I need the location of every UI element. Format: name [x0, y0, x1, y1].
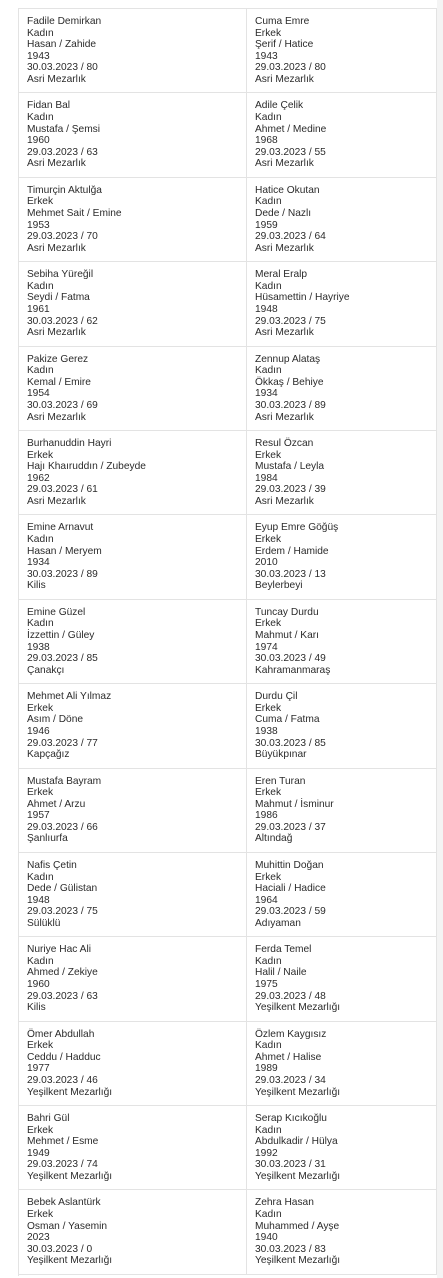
record-cell: [247, 853, 437, 937]
record-date-age: 30.03.2023 / 31: [255, 1159, 326, 1171]
record-name: Ömer Abdullah: [27, 1028, 95, 1040]
record-cell: [247, 684, 437, 768]
record-name: Mustafa Bayram: [27, 775, 102, 787]
record-name: Özlem Kaygısız: [255, 1028, 327, 1040]
record-date-age: 30.03.2023 / 49: [255, 653, 326, 665]
record-gender: Kadın: [27, 111, 54, 123]
record-parents: Mahmut / Karı: [255, 629, 319, 641]
record-gender: Kadın: [27, 871, 54, 883]
record-birth-year: 1989: [255, 1063, 278, 1075]
record-birth-year: 1968: [255, 135, 278, 147]
record-birth-year: 1961: [27, 303, 50, 315]
record-cell: [247, 431, 437, 515]
record-date-age: 29.03.2023 / 46: [27, 1075, 98, 1087]
record-parents: Mahmut / İsminur: [255, 798, 334, 810]
record-gender: Kadın: [27, 280, 54, 292]
record-burial-place: Asri Mezarlık: [27, 73, 86, 85]
record-date-age: 29.03.2023 / 37: [255, 821, 326, 833]
record-gender: Kadın: [255, 111, 282, 123]
record-burial-place: Asri Mezarlık: [255, 495, 314, 507]
record-name: Muhittin Doğan: [255, 859, 324, 871]
record-date-age: 30.03.2023 / 62: [27, 315, 98, 327]
record-gender: Erkek: [27, 1124, 54, 1136]
record-burial-place: Asri Mezarlık: [255, 73, 314, 85]
record-date-age: 30.03.2023 / 80: [27, 62, 98, 74]
record-name: Zennup Alataş: [255, 353, 321, 365]
record-name: Fadile Demirkan: [27, 16, 102, 27]
record-parents: Dede / Nazlı: [255, 207, 312, 219]
record-date-age: 30.03.2023 / 85: [255, 737, 326, 749]
record-date-age: 29.03.2023 / 55: [255, 146, 326, 158]
record-parents: Dede / Gülistan: [27, 883, 98, 895]
record-burial-place: Asri Mezarlık: [27, 495, 86, 507]
record-parents: Kemal / Emire: [27, 376, 91, 388]
record-birth-year: 1959: [255, 219, 278, 231]
record-date-age: 29.03.2023 / 80: [255, 62, 326, 74]
record-burial-place: Kahramanmaraş: [255, 664, 331, 676]
record-cell: [247, 600, 437, 684]
record-parents: İzzettin / Güley: [27, 629, 95, 641]
record-name: Eren Turan: [255, 775, 306, 787]
record-gender: Kadın: [255, 196, 282, 208]
record-name: Durdu Çil: [255, 691, 298, 703]
record-name: Adile Çelik: [255, 100, 304, 112]
record-birth-year: 1946: [27, 725, 50, 737]
record-gender: Erkek: [27, 1209, 54, 1221]
record-birth-year: 1934: [255, 388, 278, 400]
record-burial-place: Yeşilkent Mezarlığı: [27, 1171, 113, 1183]
record-cell: [19, 93, 247, 177]
record-burial-place: Asri Mezarlık: [27, 242, 86, 254]
record-parents: Halil / Naile: [255, 967, 307, 979]
record-burial-place: Asri Mezarlık: [255, 327, 314, 339]
record-birth-year: 1957: [27, 810, 50, 822]
record-cell: [19, 515, 247, 599]
record-birth-year: 1953: [27, 219, 50, 231]
record-parents: Cuma / Fatma: [255, 714, 320, 726]
record-burial-place: Asri Mezarlık: [27, 411, 86, 423]
record-gender: Erkek: [255, 787, 282, 799]
record-name: Emine Güzel: [27, 606, 86, 618]
record-gender: Erkek: [255, 27, 282, 39]
record-parents: Şerif / Hatice: [255, 39, 314, 51]
record-birth-year: 1938: [255, 725, 278, 737]
record-birth-year: 2010: [255, 557, 278, 569]
record-birth-year: 1949: [27, 1147, 50, 1159]
record-burial-place: Adıyaman: [255, 917, 301, 929]
record-birth-year: 1986: [255, 810, 278, 822]
record-parents: Hasan / Zahide: [27, 39, 97, 51]
record-name: Serap Kıcıkoğlu: [255, 1113, 327, 1125]
record-parents: Mustafa / Şemsi: [27, 123, 101, 135]
record-gender: Kadın: [255, 1209, 282, 1221]
page-edge: [437, 0, 443, 1278]
record-parents: Hajı Khaıruddın / Zubeyde: [27, 461, 146, 473]
record-cell: [247, 178, 437, 262]
record-parents: Muhammed / Ayşe: [255, 1220, 340, 1232]
record-burial-place: Çanakçı: [27, 664, 65, 676]
record-parents: Mustafa / Leyla: [255, 461, 325, 473]
record-parents: Hüsamettin / Hayriye: [255, 292, 350, 304]
record-birth-year: 1960: [27, 979, 50, 991]
record-parents: Erdem / Hamide: [255, 545, 329, 557]
record-cell: [19, 1106, 247, 1190]
record-burial-place: Yeşilkent Mezarlığı: [255, 1171, 341, 1183]
record-name: Pakize Gerez: [27, 353, 89, 365]
record-cell: [19, 937, 247, 1021]
record-birth-year: 1938: [27, 641, 50, 653]
record-cell: [19, 769, 247, 853]
record-birth-year: 1984: [255, 472, 278, 484]
record-cell: [19, 262, 247, 346]
record-gender: Kadın: [255, 1040, 282, 1052]
record-cell: [247, 937, 437, 1021]
record-burial-place: Yeşilkent Mezarlığı: [255, 1086, 341, 1098]
record-birth-year: 1943: [255, 50, 278, 62]
record-gender: Kadın: [255, 365, 282, 377]
record-name: Fidan Bal: [27, 100, 71, 112]
records-grid: [19, 9, 437, 1275]
record-date-age: 29.03.2023 / 64: [255, 231, 326, 243]
record-birth-year: 1948: [27, 894, 50, 906]
record-gender: Kadın: [27, 533, 54, 545]
record-parents: Seydi / Fatma: [27, 292, 90, 304]
record-parents: Asım / Döne: [27, 714, 84, 726]
record-cell: [247, 1022, 437, 1106]
record-birth-year: 1948: [255, 303, 278, 315]
record-date-age: 30.03.2023 / 69: [27, 399, 98, 411]
record-name: Hatice Okutan: [255, 184, 320, 196]
record-date-age: 29.03.2023 / 85: [27, 653, 98, 665]
record-gender: Kadın: [27, 955, 54, 967]
record-burial-place: Yeşilkent Mezarlığı: [255, 1002, 341, 1014]
record-burial-place: Kapçağız: [27, 749, 70, 761]
record-burial-place: Yeşilkent Mezarlığı: [27, 1086, 113, 1098]
record-date-age: 29.03.2023 / 48: [255, 990, 326, 1002]
record-gender: Erkek: [255, 618, 282, 630]
record-cell: [247, 769, 437, 853]
record-name: Mehmet Ali Yılmaz: [27, 691, 112, 703]
record-cell: [247, 9, 437, 93]
record-name: Zehra Hasan: [255, 1197, 314, 1209]
record-date-age: 29.03.2023 / 34: [255, 1075, 326, 1087]
record-date-age: 29.03.2023 / 59: [255, 906, 326, 918]
record-parents: Haciali / Hadice: [255, 883, 326, 895]
record-name: Meral Eralp: [255, 269, 308, 281]
record-birth-year: 1974: [255, 641, 278, 653]
record-name: Nafis Çetin: [27, 859, 77, 871]
record-name: Eyup Emre Göğüş: [255, 522, 339, 534]
record-name: Resul Özcan: [255, 437, 314, 449]
record-parents: Ahmet / Halise: [255, 1051, 322, 1063]
record-cell: [247, 515, 437, 599]
record-parents: Ökkaş / Behiye: [255, 376, 324, 388]
record-gender: Kadın: [27, 618, 54, 630]
record-name: Bahri Gül: [27, 1113, 70, 1125]
record-name: Tuncay Durdu: [255, 606, 319, 618]
record-cell: [19, 684, 247, 768]
record-gender: Erkek: [255, 533, 282, 545]
record-cell: [247, 1190, 437, 1274]
record-birth-year: 1960: [27, 135, 50, 147]
record-burial-place: Yeşilkent Mezarlığı: [27, 1255, 113, 1267]
record-cell: [247, 262, 437, 346]
record-birth-year: 1964: [255, 894, 278, 906]
record-birth-year: 1975: [255, 979, 278, 991]
record-gender: Erkek: [27, 702, 54, 714]
record-burial-place: Asri Mezarlık: [255, 411, 314, 423]
record-burial-place: Kilis: [27, 580, 46, 592]
record-date-age: 29.03.2023 / 66: [27, 821, 98, 833]
records-table: [18, 8, 437, 1276]
record-gender: Erkek: [27, 449, 54, 461]
record-burial-place: Asri Mezarlık: [27, 158, 86, 170]
record-gender: Erkek: [27, 196, 54, 208]
record-cell: [19, 853, 247, 937]
record-name: Ferda Temel: [255, 944, 312, 956]
record-burial-place: Büyükpınar: [255, 749, 307, 761]
record-gender: Erkek: [27, 787, 54, 799]
record-name: Cuma Emre: [255, 16, 310, 27]
record-burial-place: Yeşilkent Mezarlığı: [255, 1255, 341, 1267]
record-burial-place: Beylerbeyi: [255, 580, 303, 592]
record-date-age: 30.03.2023 / 0: [27, 1243, 93, 1255]
record-birth-year: 1962: [27, 472, 50, 484]
record-gender: Erkek: [255, 871, 282, 883]
record-date-age: 29.03.2023 / 39: [255, 484, 326, 496]
record-cell: [19, 1022, 247, 1106]
record-parents: Ahmed / Zekiye: [27, 967, 98, 979]
record-date-age: 29.03.2023 / 70: [27, 231, 98, 243]
record-birth-year: 1977: [27, 1063, 50, 1075]
record-birth-year: 1992: [255, 1147, 278, 1159]
record-gender: Kadın: [255, 280, 282, 292]
record-cell: [19, 178, 247, 262]
record-date-age: 30.03.2023 / 13: [255, 568, 326, 580]
record-birth-year: 1943: [27, 50, 50, 62]
record-burial-place: Altındağ: [255, 833, 293, 845]
record-parents: Ahmet / Medine: [255, 123, 327, 135]
record-burial-place: Kilis: [27, 1002, 46, 1014]
record-burial-place: Asri Mezarlık: [255, 242, 314, 254]
record-name: Timurçin Aktulğa: [27, 184, 102, 196]
record-cell: [19, 431, 247, 515]
record-cell: [19, 1190, 247, 1274]
record-date-age: 29.03.2023 / 61: [27, 484, 98, 496]
record-date-age: 29.03.2023 / 77: [27, 737, 98, 749]
record-birth-year: 1954: [27, 388, 50, 400]
record-cell: [247, 347, 437, 431]
record-gender: Erkek: [255, 449, 282, 461]
record-birth-year: 2023: [27, 1232, 50, 1244]
record-parents: Hasan / Meryem: [27, 545, 102, 557]
record-name: Nuriye Hac Ali: [27, 944, 91, 956]
record-date-age: 29.03.2023 / 75: [255, 315, 326, 327]
record-cell: [247, 93, 437, 177]
record-name: Emine Arnavut: [27, 522, 94, 534]
record-name: Burhanuddin Hayri: [27, 437, 112, 449]
record-parents: Abdulkadir / Hülya: [255, 1136, 338, 1148]
record-parents: Osman / Yasemin: [27, 1220, 108, 1232]
record-cell: [19, 9, 247, 93]
record-birth-year: 1940: [255, 1232, 278, 1244]
record-parents: Ahmet / Arzu: [27, 798, 86, 810]
record-parents: Mehmet / Esme: [27, 1136, 99, 1148]
record-burial-place: Asri Mezarlık: [27, 327, 86, 339]
record-gender: Kadın: [27, 365, 54, 377]
record-burial-place: Şanlıurfa: [27, 833, 68, 845]
record-parents: Mehmet Sait / Emine: [27, 207, 122, 219]
record-gender: Kadın: [27, 27, 54, 39]
record-date-age: 29.03.2023 / 63: [27, 146, 98, 158]
record-gender: Erkek: [27, 1040, 54, 1052]
record-date-age: 29.03.2023 / 63: [27, 990, 98, 1002]
record-parents: Ceddu / Hadduc: [27, 1051, 101, 1063]
record-name: Bebek Aslantürk: [27, 1197, 101, 1209]
record-date-age: 30.03.2023 / 89: [255, 399, 326, 411]
record-gender: Kadın: [255, 955, 282, 967]
record-date-age: 29.03.2023 / 75: [27, 906, 98, 918]
record-gender: Erkek: [255, 702, 282, 714]
record-date-age: 29.03.2023 / 74: [27, 1159, 98, 1171]
record-cell: [247, 1106, 437, 1190]
record-name: Sebiha Yüreğil: [27, 269, 94, 281]
record-burial-place: Sülüklü: [27, 917, 61, 929]
record-date-age: 30.03.2023 / 89: [27, 568, 98, 580]
record-burial-place: Asri Mezarlık: [255, 158, 314, 170]
record-birth-year: 1934: [27, 557, 50, 569]
record-cell: [19, 347, 247, 431]
record-cell: [19, 600, 247, 684]
record-gender: Kadın: [255, 1124, 282, 1136]
record-date-age: 30.03.2023 / 83: [255, 1243, 326, 1255]
